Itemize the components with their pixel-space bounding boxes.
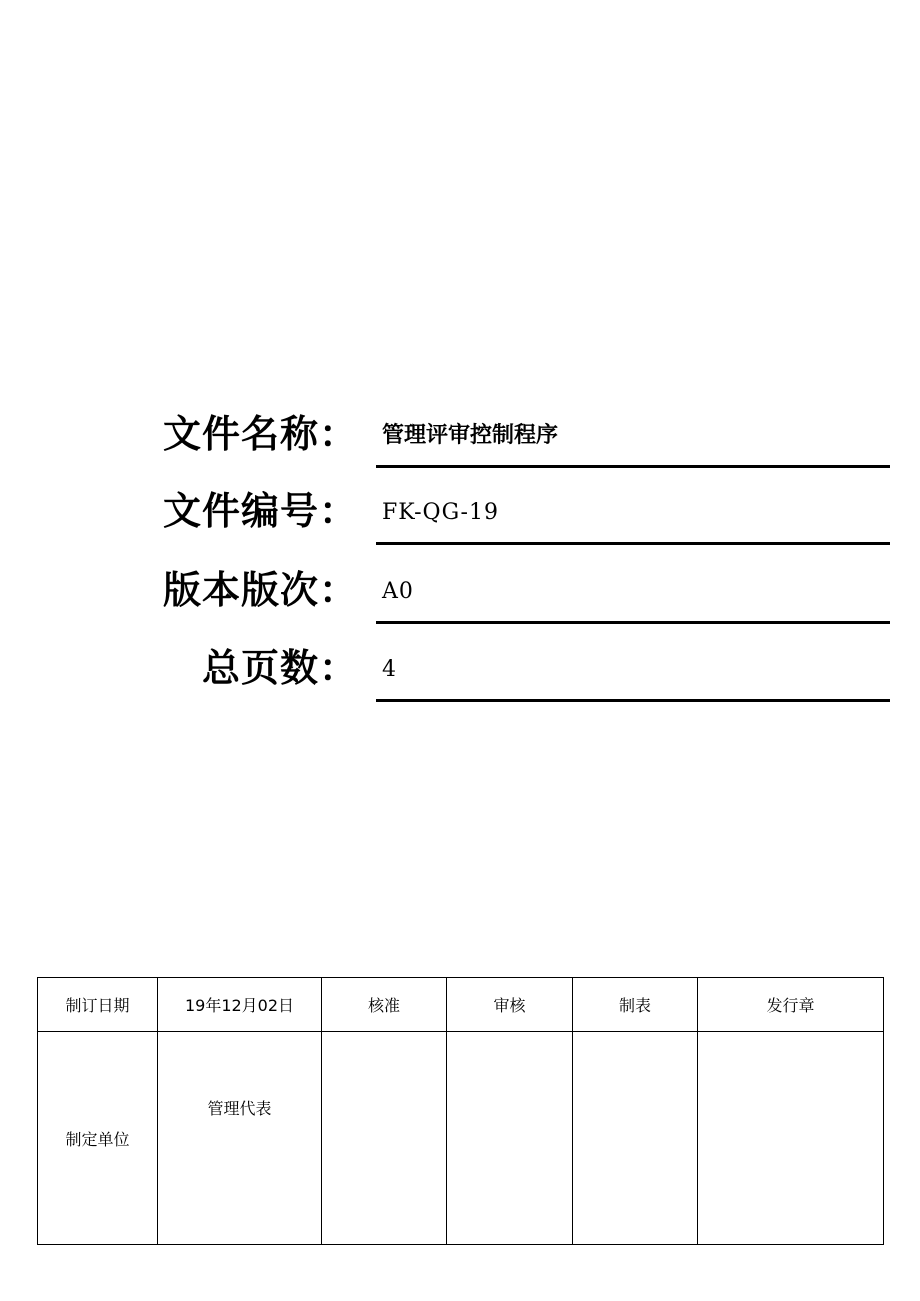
table-cell-prepare: 制表	[573, 978, 698, 1032]
field-label: 版本版次：	[162, 568, 358, 612]
field-label: 文件名称：	[162, 412, 358, 456]
table-cell-unit-label: 制定单位	[38, 1032, 158, 1245]
field-total-pages	[0, 644, 920, 704]
table-cell-review-sign[interactable]	[447, 1032, 573, 1245]
field-version	[0, 566, 920, 626]
field-label: 总页数：	[201, 646, 358, 690]
underline	[376, 699, 890, 702]
underline	[376, 465, 890, 468]
table-cell-prepare-sign[interactable]	[573, 1032, 698, 1245]
underline	[376, 542, 890, 545]
approval-table	[37, 977, 884, 1245]
table-row	[38, 1032, 884, 1245]
field-label: 文件编号：	[162, 489, 358, 533]
field-value: 4	[382, 657, 397, 682]
table-cell-approve-sign[interactable]	[322, 1032, 447, 1245]
table-cell-unit-value: 管理代表	[158, 1032, 322, 1245]
table-cell-review: 审核	[447, 978, 573, 1032]
table-row	[38, 978, 884, 1032]
field-value: FK-QG-19	[382, 500, 499, 525]
field-file-name	[0, 410, 920, 470]
field-value: A0	[382, 579, 414, 604]
table-cell-approve: 核准	[322, 978, 447, 1032]
field-file-number	[0, 487, 920, 547]
table-cell-date-label: 制订日期	[38, 978, 158, 1032]
underline	[376, 621, 890, 624]
table-cell-date-value: 19年12月02日	[158, 978, 322, 1032]
field-value: 管理评审控制程序	[382, 423, 559, 448]
table-cell-issue-seal: 发行章	[698, 978, 884, 1032]
table-cell-issue-seal-area[interactable]	[698, 1032, 884, 1245]
